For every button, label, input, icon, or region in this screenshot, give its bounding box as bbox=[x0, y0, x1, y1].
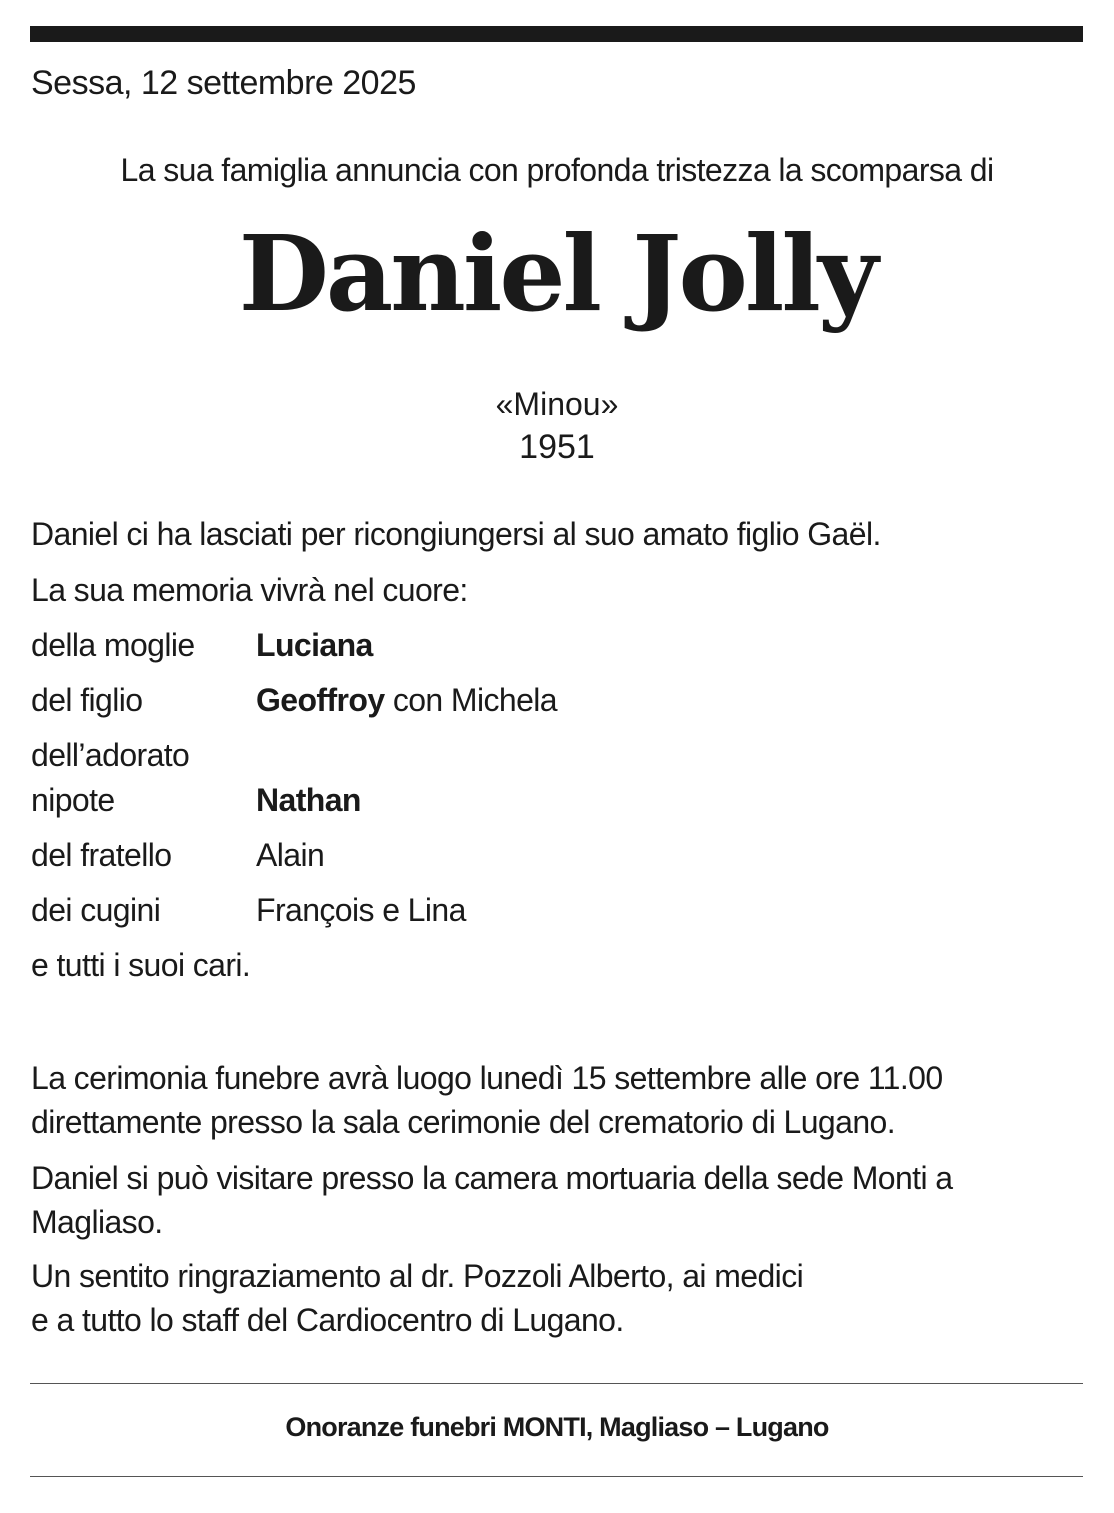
announcement-intro: La sua famiglia annuncia con profonda tristezza la scomparsa di bbox=[120, 152, 994, 188]
relative-extra: con Michela bbox=[384, 682, 557, 718]
body-line-1: Daniel ci ha lasciati per ricongiungersi al suo amato figlio Gaël. bbox=[31, 516, 881, 552]
relative-wife bbox=[256, 627, 373, 664]
relative-grandson bbox=[256, 782, 361, 819]
notice-date: Sessa, 12 settembre 2025 bbox=[31, 64, 416, 102]
top-rule bbox=[30, 26, 1083, 42]
footer-rule-top bbox=[30, 1383, 1083, 1384]
relation-label-grandson-line2: nipote bbox=[31, 782, 115, 818]
relative-brother: Alain bbox=[256, 837, 325, 873]
birth-year: 1951 bbox=[519, 428, 595, 466]
ceremony-details: La cerimonia funebre avrà luogo lunedì 15 settembre alle ore 11.00 direttamente presso la sala cerimonie del crematorio di Lugano. bbox=[31, 1060, 943, 1140]
relative-son bbox=[256, 682, 557, 719]
relation-label-wife: della moglie bbox=[31, 627, 195, 663]
relation-label-grandson-line1: dell’adorato bbox=[31, 737, 190, 773]
body-closing: e tutti i suoi cari. bbox=[31, 947, 251, 983]
funeral-home: Onoranze funebri MONTI, Magliaso – Lugano bbox=[285, 1412, 829, 1442]
deceased-name: Daniel Jolly bbox=[238, 212, 876, 335]
body-line-2: La sua memoria vivrà nel cuore: bbox=[31, 572, 468, 608]
relative-name: Luciana bbox=[256, 627, 373, 663]
thanks-line-2: e a tutto lo staff del Cardiocentro di Lugano. bbox=[31, 1302, 624, 1338]
relative-cousins: François e Lina bbox=[256, 892, 466, 928]
relative-name: Geoffroy bbox=[256, 682, 385, 718]
footer-rule-bottom bbox=[30, 1476, 1083, 1477]
thanks-line-1: Un sentito ringraziamento al dr. Pozzoli Alberto, ai medici bbox=[31, 1258, 804, 1294]
relation-label-cousins: dei cugini bbox=[31, 892, 161, 928]
visit-details: Daniel si può visitare presso la camera mortuaria della sede Monti a Magliaso. bbox=[31, 1160, 953, 1240]
relation-label-son: del figlio bbox=[31, 682, 143, 718]
deceased-nickname: «Minou» bbox=[495, 386, 619, 422]
relative-name: Nathan bbox=[256, 782, 361, 818]
relation-label-brother: del fratello bbox=[31, 837, 172, 873]
